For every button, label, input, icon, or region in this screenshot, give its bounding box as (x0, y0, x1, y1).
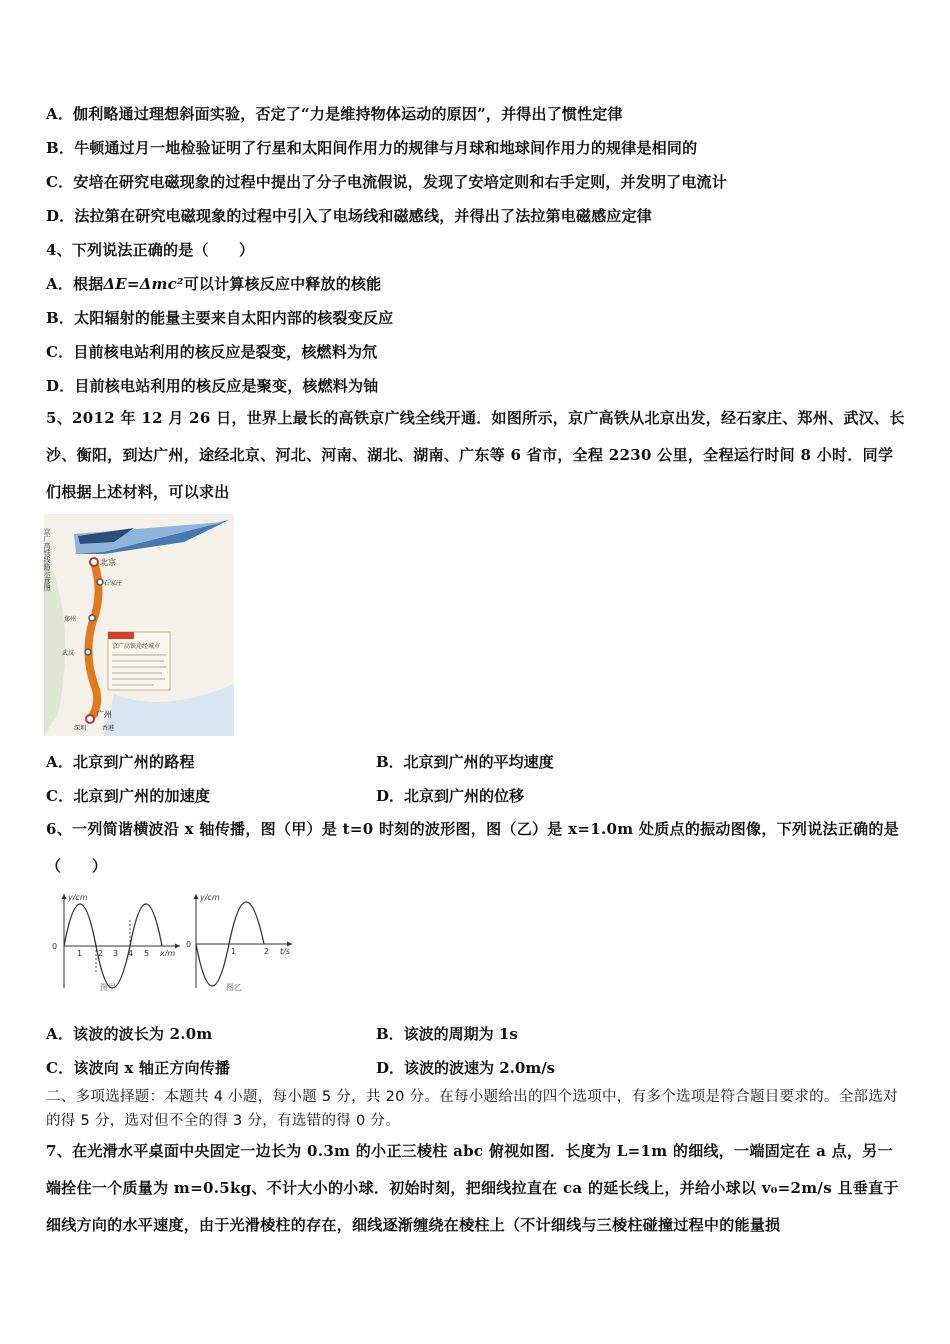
q4-option-a-prefix: A．根据 (46, 275, 104, 293)
city-marker-zhengzhou (89, 615, 95, 621)
q6-stem: 6、一列简谐横波沿 x 轴传播，图（甲）是 t=0 时刻的波形图，图（乙）是 x=1.0m 处质点的振动图像，下列说法正确的是（ ） (46, 820, 900, 875)
x-tick-label: 1 (77, 949, 83, 958)
t-tick-label: 2 (264, 947, 270, 956)
city-marker-wuhan (85, 649, 91, 655)
x-axis-arrow (175, 944, 180, 949)
q5-option-a: A．北京到广州的路程 (46, 753, 195, 771)
x-axis-label: x/m (160, 949, 176, 958)
x-tick-label: 3 (113, 949, 119, 958)
city-label-shenzhen: 深圳 (74, 725, 87, 732)
x-tick-label: 2 (98, 949, 104, 958)
q3-option-b: B．牛顿通过月一地检验证明了行星和太阳间作用力的规律与月球和地球间作用力的规律是相同的 (46, 139, 698, 157)
y-axis-arrow (194, 894, 199, 899)
vibration-graph-yi (186, 888, 296, 1000)
y-axis-arrow (62, 894, 67, 899)
q6-option-c: C．该波向 x 轴正方向传播 (46, 1059, 231, 1077)
x-tick-label: 4 (128, 949, 134, 958)
city-info-box-tag (108, 632, 134, 639)
origin-label: 0 (186, 940, 192, 949)
graph-caption: 图乙 (226, 983, 242, 992)
city-label-shijiazhuang: 石家庄 (104, 580, 123, 587)
t-axis-arrow (287, 942, 292, 947)
city-marker-shijiazhuang (97, 579, 103, 585)
q4-option-a-suffix: 可以计算核反应中释放的核能 (183, 275, 382, 293)
x-tick-label: 5 (144, 949, 150, 958)
q5-option-c: C．北京到广州的加速度 (46, 787, 211, 805)
q4-option-b: B．太阳辐射的能量主要来自太阳内部的核裂变反应 (46, 309, 394, 327)
q3-option-a: A．伽利略通过理想斜面实验，否定了“力是维持物体运动的原因”，并得出了惯性定律 (46, 105, 623, 123)
q4-stem: 4、下列说法正确的是（ ） (46, 241, 255, 259)
q4-option-d: D．目前核电站利用的核反应是聚变，核燃料为铀 (46, 377, 379, 395)
q6-option-b: B．该波的周期为 1s (376, 1025, 518, 1043)
t-axis-label: t/s (280, 947, 290, 956)
city-info-box-title: 京广高铁途经城市 (112, 643, 161, 650)
q5-stem: 5、2012 年 12 月 26 日，世界上最长的高铁京广线全线开通．如图所示，京广高铁从北京出发，经石家庄、郑州、武汉、长沙、衡阳，到达广州，途经北京、河北、河南、湖北、湖南、广东等 6 省市，全程 2230 公里，全程运行时间 8 小时．同学们根据上述材料，可以求出 (46, 409, 905, 501)
city-label-wuhan: 武汉 (62, 650, 75, 657)
origin-label: 0 (52, 942, 58, 951)
q6-option-a: A．该波的波长为 2.0m (46, 1025, 213, 1043)
map-vertical-title: 京广高铁线路示意图 (43, 528, 51, 591)
city-marker-guangzhou (86, 715, 94, 723)
graph-caption: 图甲 (100, 983, 116, 992)
city-marker-beijing (90, 558, 98, 566)
q3-option-c: C．安培在研究电磁现象的过程中提出了分子电流假说，发现了安培定则和右手定则，并发明了电流计 (46, 173, 727, 191)
q4-option-a (46, 273, 381, 294)
q3-option-d: D．法拉第在研究电磁现象的过程中引入了电场线和磁感线，并得出了法拉第电磁感应定律 (46, 207, 653, 225)
city-label-hongkong: 香港 (102, 725, 115, 732)
y-axis-label: y/cm (200, 893, 220, 902)
city-label-zhengzhou: 郑州 (64, 616, 77, 623)
t-tick-label: 1 (231, 947, 237, 956)
railway-map-figure (44, 514, 234, 736)
q4-formula: ΔE=Δmc² (103, 275, 184, 293)
q5-option-d: D．北京到广州的位移 (376, 787, 525, 805)
city-label-guangzhou: 广州 (96, 710, 112, 719)
city-label-beijing: 北京 (100, 558, 116, 567)
q4-option-c: C．目前核电站利用的核反应是裂变，核燃料为氘 (46, 343, 378, 361)
wave-graph-jia (48, 888, 183, 1000)
y-axis-label: y/cm (68, 893, 88, 902)
section-2-heading: 二、多项选择题：本题共 4 小题，每小题 5 分，共 20 分。在每小题给出的四个选项中，有多个选项是符合题目要求的。全部选对的得 5 分，选对但不全的得 3 分，有选错的得 0 分。 (46, 1089, 898, 1129)
q6-option-d: D．该波的波速为 2.0m/s (376, 1059, 556, 1077)
q7-stem: 7、在光滑水平桌面中央固定一边长为 0.3m 的小正三棱柱 abc 俯视如图．长度为 L=1m 的细线，一端固定在 a 点，另一端拴住一个质量为 m=0.5kg、不计大小的小球．初始时刻，把细线拉直在 ca 的延长线上，并给小球以 v₀=2m/s 且垂直于细线方向的水平速度，由于光滑棱柱的存在，细线逐渐缠绕在棱柱上（不计细线与三棱柱碰撞过程中的能量损 (46, 1142, 899, 1234)
q5-option-b: B．北京到广州的平均速度 (376, 753, 554, 771)
